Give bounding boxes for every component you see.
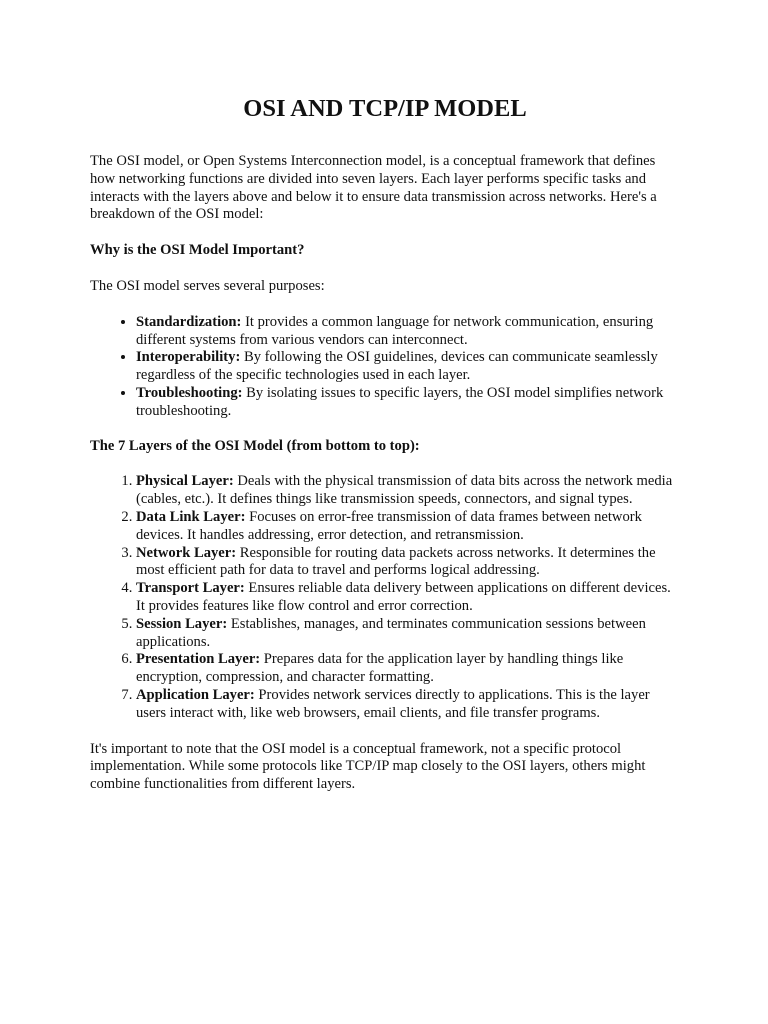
item-text: By following the OSI guidelines, devices can communicate seamlessly regardless of the specific technologies used in each layer. <box>136 349 658 384</box>
item-text: It provides a common language for network communication, ensuring different systems from various vendors can interconnect. <box>136 313 654 348</box>
list-item <box>136 687 680 723</box>
list-item <box>136 314 680 350</box>
layers-list <box>90 473 680 722</box>
list-item <box>136 651 680 687</box>
page-title: OSI AND TCP/IP MODEL <box>243 95 527 122</box>
item-text: Prepares data for the application layer by handling things like encryption, compression, and character formatting. <box>136 651 624 686</box>
item-term: Standardization: <box>136 313 242 330</box>
item-text: By isolating issues to specific layers, the OSI model simplifies network troubleshooting. <box>136 384 664 419</box>
item-text: Provides network services directly to applications. This is the layer users interact with, like web browsers, email clients, and file transfer programs. <box>136 686 650 721</box>
item-text: Ensures reliable data delivery between applications on different devices. It provides features like flow control and error correction. <box>136 580 671 614</box>
list-item <box>136 545 680 581</box>
item-term: Presentation Layer: <box>136 651 261 668</box>
importance-lead: The OSI model serves several purposes: <box>90 277 325 294</box>
item-text: Establishes, manages, and terminates communication sessions between applications. <box>136 615 646 650</box>
importance-heading: Why is the OSI Model Important? <box>90 242 305 259</box>
item-term: Data Link Layer: <box>136 508 246 525</box>
layers-heading: The 7 Layers of the OSI Model (from bottom to top): <box>90 437 420 454</box>
document-page <box>90 92 680 794</box>
intro-paragraph: The OSI model, or Open Systems Interconnection model, is a conceptual framework that defines how networking functions are divided into seven layers. Each layer performs specific tasks and interacts with the layers above and below it to ensure data transmission across networks. Here's a breakdown of the OSI model: <box>90 153 657 223</box>
item-term: Interoperability: <box>136 349 241 366</box>
item-term: Physical Layer: <box>136 473 234 490</box>
closing-paragraph: It's important to note that the OSI model is a conceptual framework, not a specific protocol implementation. While some protocols like TCP/IP map closely to the OSI layers, others might combine functionalities from different layers. <box>90 740 646 793</box>
importance-list <box>90 314 680 421</box>
item-term: Application Layer: <box>136 686 255 703</box>
list-item <box>136 385 680 421</box>
list-item <box>136 580 680 616</box>
item-text: Focuses on error-free transmission of data frames between network devices. It handles addressing, error detection, and retransmission. <box>136 508 642 543</box>
list-item <box>136 616 680 652</box>
item-term: Network Layer: <box>136 544 237 561</box>
item-text: Responsible for routing data packets across networks. It determines the most efficient path for data to travel and performs logical addressing. <box>136 544 656 579</box>
item-term: Transport Layer: <box>136 580 245 597</box>
item-term: Session Layer: <box>136 615 228 632</box>
item-text: Deals with the physical transmission of data bits across the network media (cables, etc.). It defines things like transmission speeds, connectors, and signal types. <box>136 473 673 508</box>
list-item <box>136 473 680 509</box>
list-item <box>136 349 680 385</box>
list-item <box>136 509 680 545</box>
item-term: Troubleshooting: <box>136 384 243 401</box>
